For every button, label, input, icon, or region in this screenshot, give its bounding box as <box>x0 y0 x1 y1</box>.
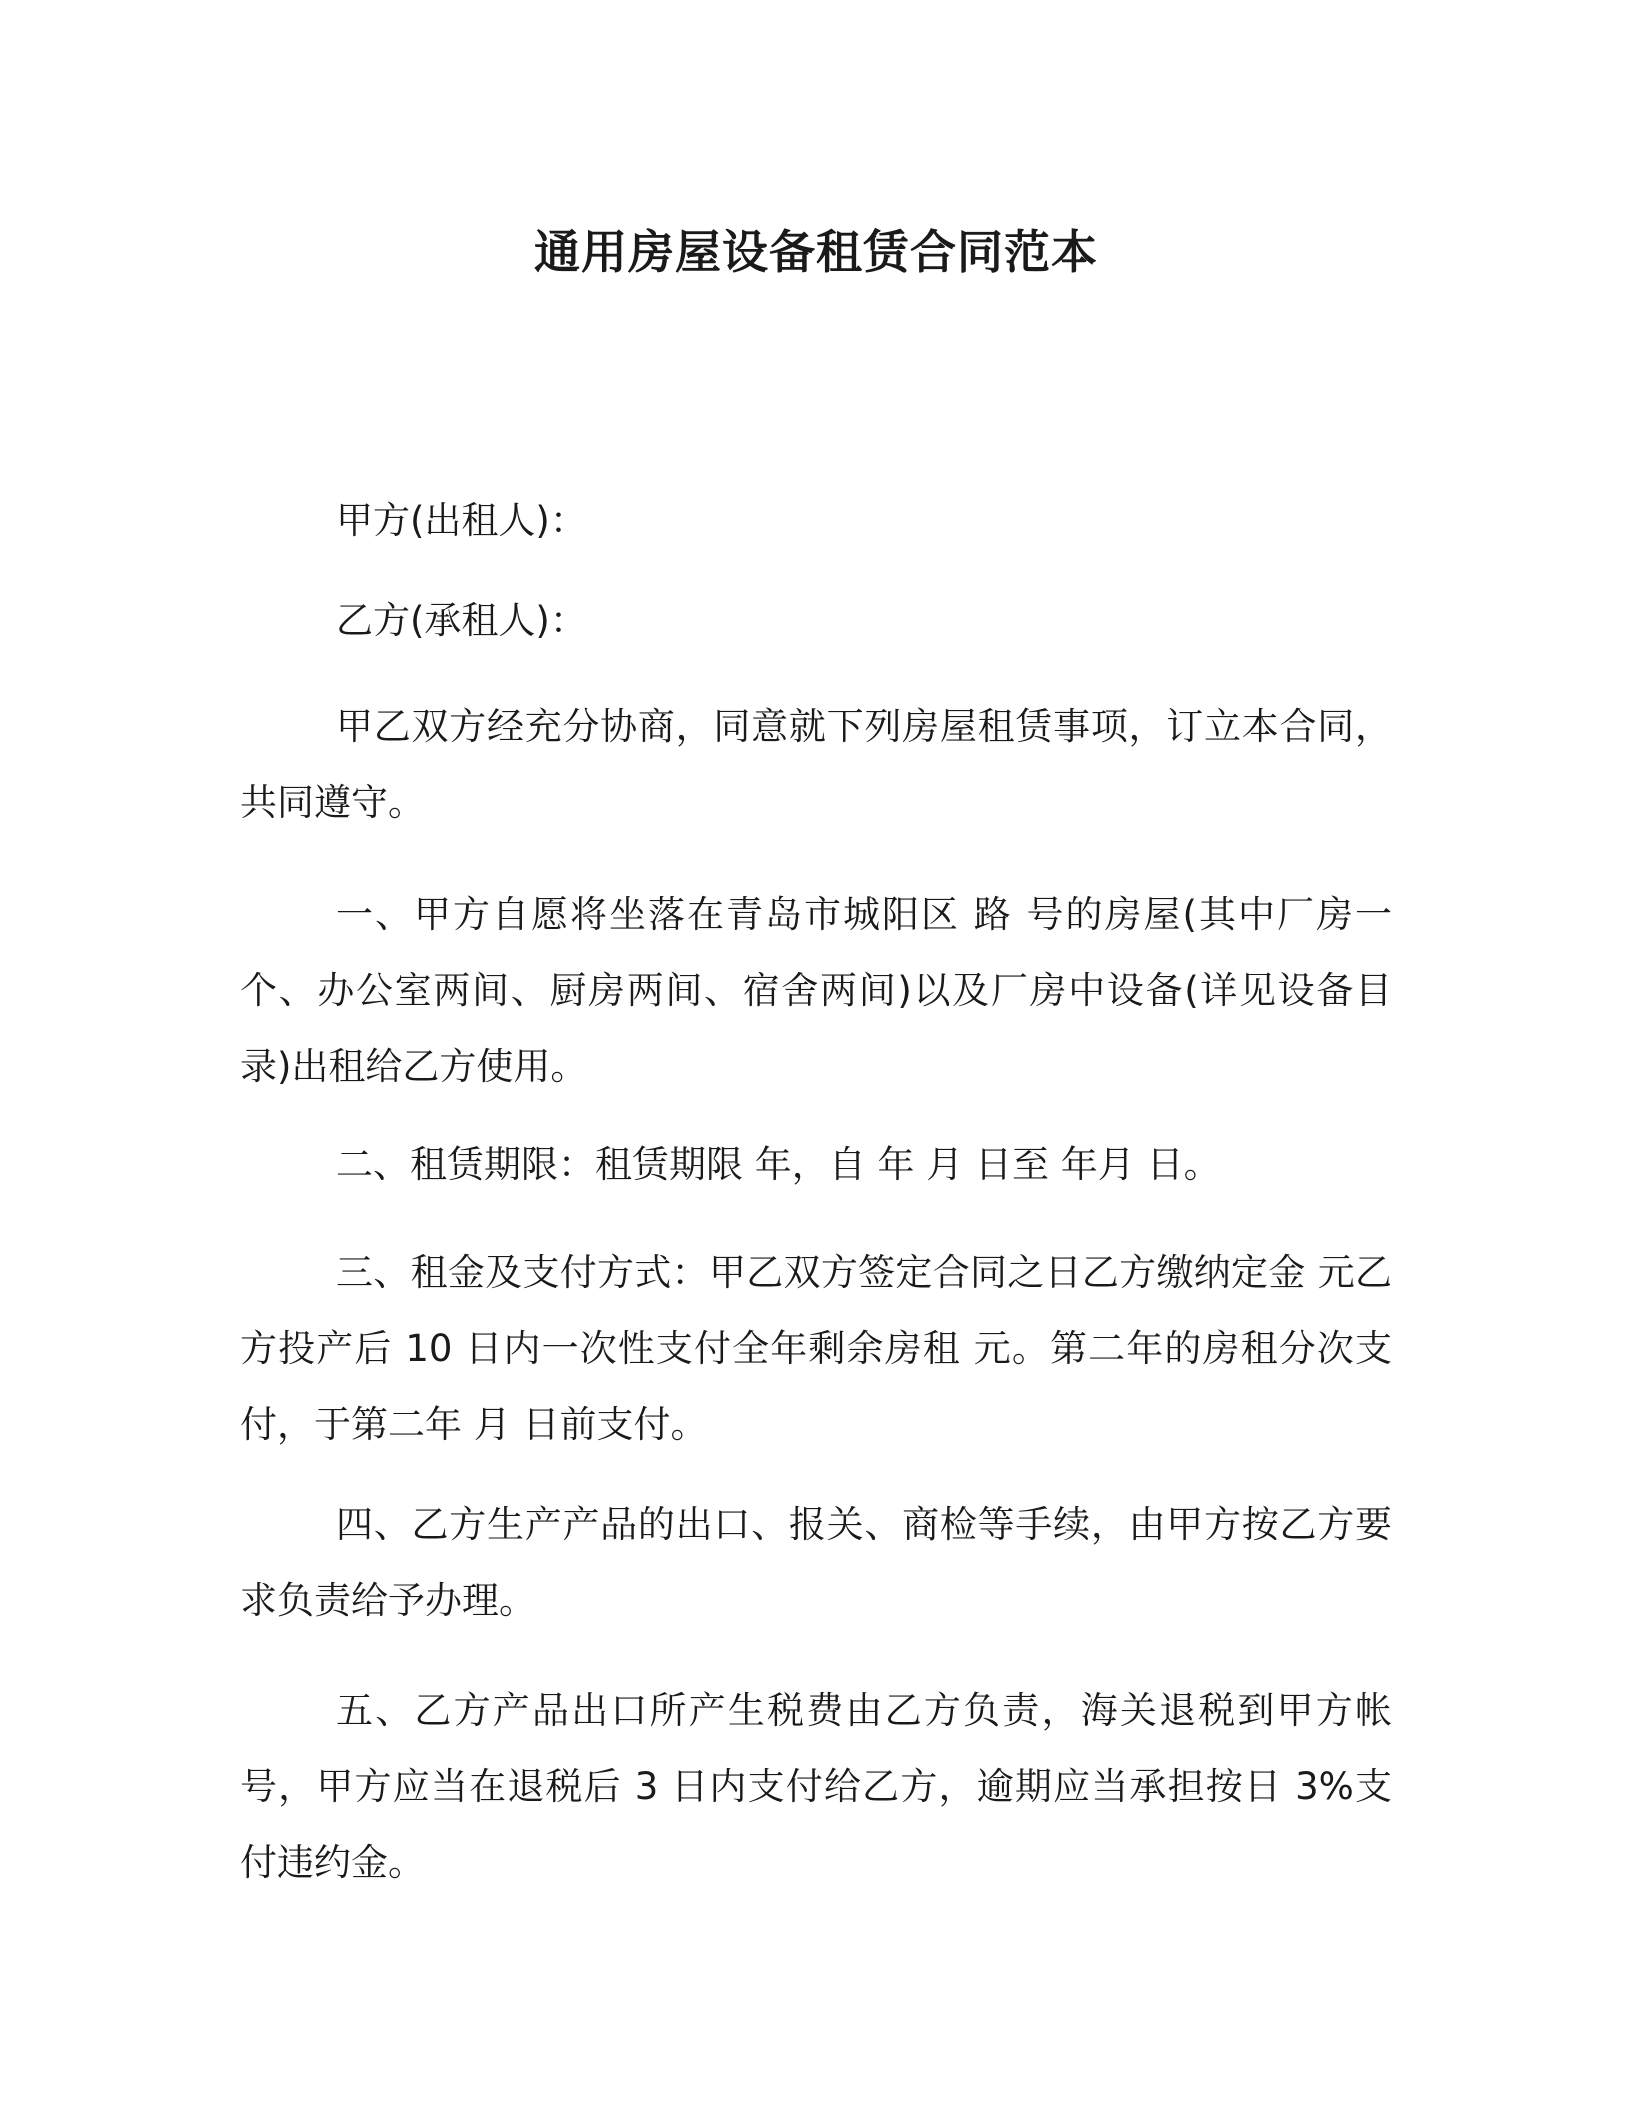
clause-3-paragraph: 三、租金及支付方式：甲乙双方签定合同之日乙方缴纳定金 元乙方投产后 10 日内一次性支付全年剩余房租 元。第二年的房租分次支付，于第二年 月 日前支付。 <box>240 1251 1392 1446</box>
clause-2-paragraph: 二、租赁期限：租赁期限 年，自 年 月 日至 年月 日。 <box>336 1143 1221 1186</box>
intro-paragraph: 甲乙双方经充分协商，同意就下列房屋租赁事项，订立本合同，共同遵守。 <box>240 705 1392 824</box>
party-a-line: 甲方(出租人)： <box>336 499 587 542</box>
document-title: 通用房屋设备租赁合同范本 <box>534 225 1098 279</box>
clause-4-paragraph: 四、乙方生产产品的出口、报关、商检等手续，由甲方按乙方要求负责给予办理。 <box>240 1503 1392 1622</box>
clause-5-paragraph: 五、乙方产品出口所产生税费由乙方负责，海关退税到甲方帐号，甲方应当在退税后 3 日内支付给乙方，逾期应当承担按日 3%支付违约金。 <box>240 1689 1392 1884</box>
party-b-line: 乙方(承租人)： <box>336 599 587 642</box>
clause-1-paragraph: 一、甲方自愿将坐落在青岛市城阳区 路 号的房屋(其中厂房一个、办公室两间、厨房两间、宿舍两间)以及厂房中设备(详见设备目录)出租给乙方使用。 <box>240 893 1392 1088</box>
